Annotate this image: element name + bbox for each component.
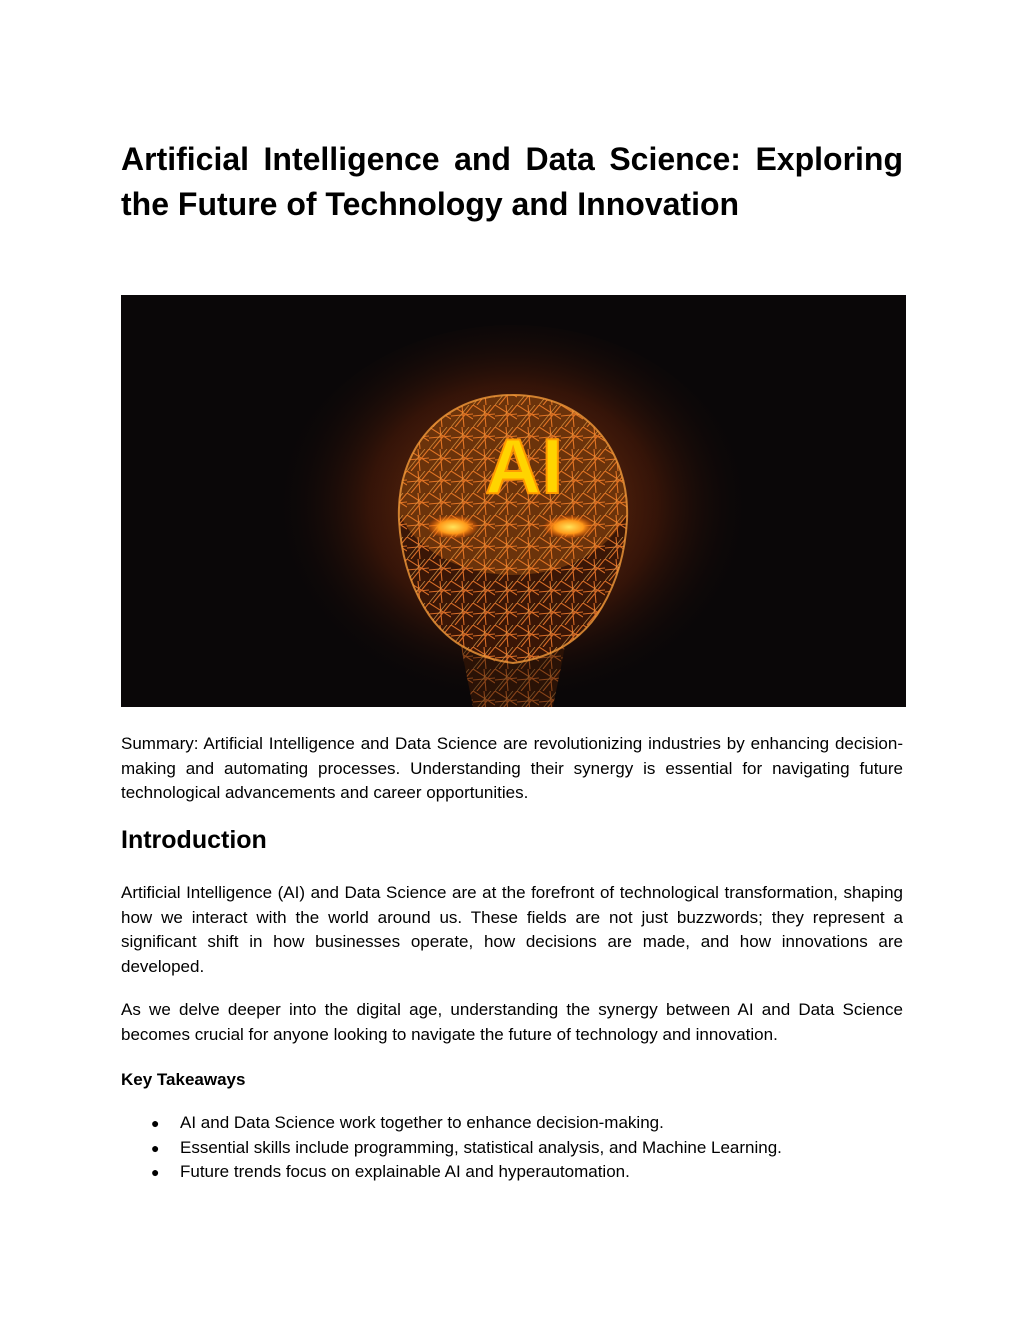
ai-overlay-text: AI	[485, 422, 563, 510]
introduction-paragraph-1: Artificial Intelligence (AI) and Data Science are at the forefront of technological transformation, shaping how we interact with the world around us. These fields are not just buzzwords; they represent a significant shift in how businesses operate, how decisions are made, and how innovations are developed.	[121, 883, 903, 976]
list-item	[121, 1160, 903, 1185]
list-item-text: AI and Data Science work together to enhance decision-making.	[180, 1113, 664, 1132]
key-takeaways-list	[121, 1111, 903, 1185]
bullet-icon: ●	[151, 1164, 160, 1180]
ai-head-illustration	[121, 295, 906, 707]
list-item-text: Essential skills include programming, statistical analysis, and Machine Learning.	[180, 1137, 782, 1157]
summary-paragraph: Summary: Artificial Intelligence and Data Science are revolutionizing industries by enhancing decision-making and automating processes. Understanding their synergy is essential for navigating future technological advancements and career opportunities.	[121, 734, 903, 802]
introduction-heading: Introduction	[121, 826, 267, 854]
left-eye-glow	[427, 515, 479, 539]
bullet-icon: ●	[151, 1139, 160, 1156]
right-eye-glow	[543, 515, 595, 539]
bullet-icon: ●	[151, 1115, 160, 1131]
key-takeaways-heading: Key Takeaways	[121, 1070, 246, 1089]
ai-wireframe-head-image	[121, 295, 906, 707]
introduction-paragraph-2: As we delve deeper into the digital age, understanding the synergy between AI and Data Science becomes crucial for anyone looking to navigate the future of technology and innovation.	[121, 1000, 903, 1044]
list-item-text: Future trends focus on explainable AI and hyperautomation.	[180, 1162, 630, 1181]
list-item	[121, 1111, 903, 1136]
list-item	[121, 1136, 903, 1161]
document-title: Artificial Intelligence and Data Science: Exploring the Future of Technology and Innovation	[121, 141, 903, 222]
